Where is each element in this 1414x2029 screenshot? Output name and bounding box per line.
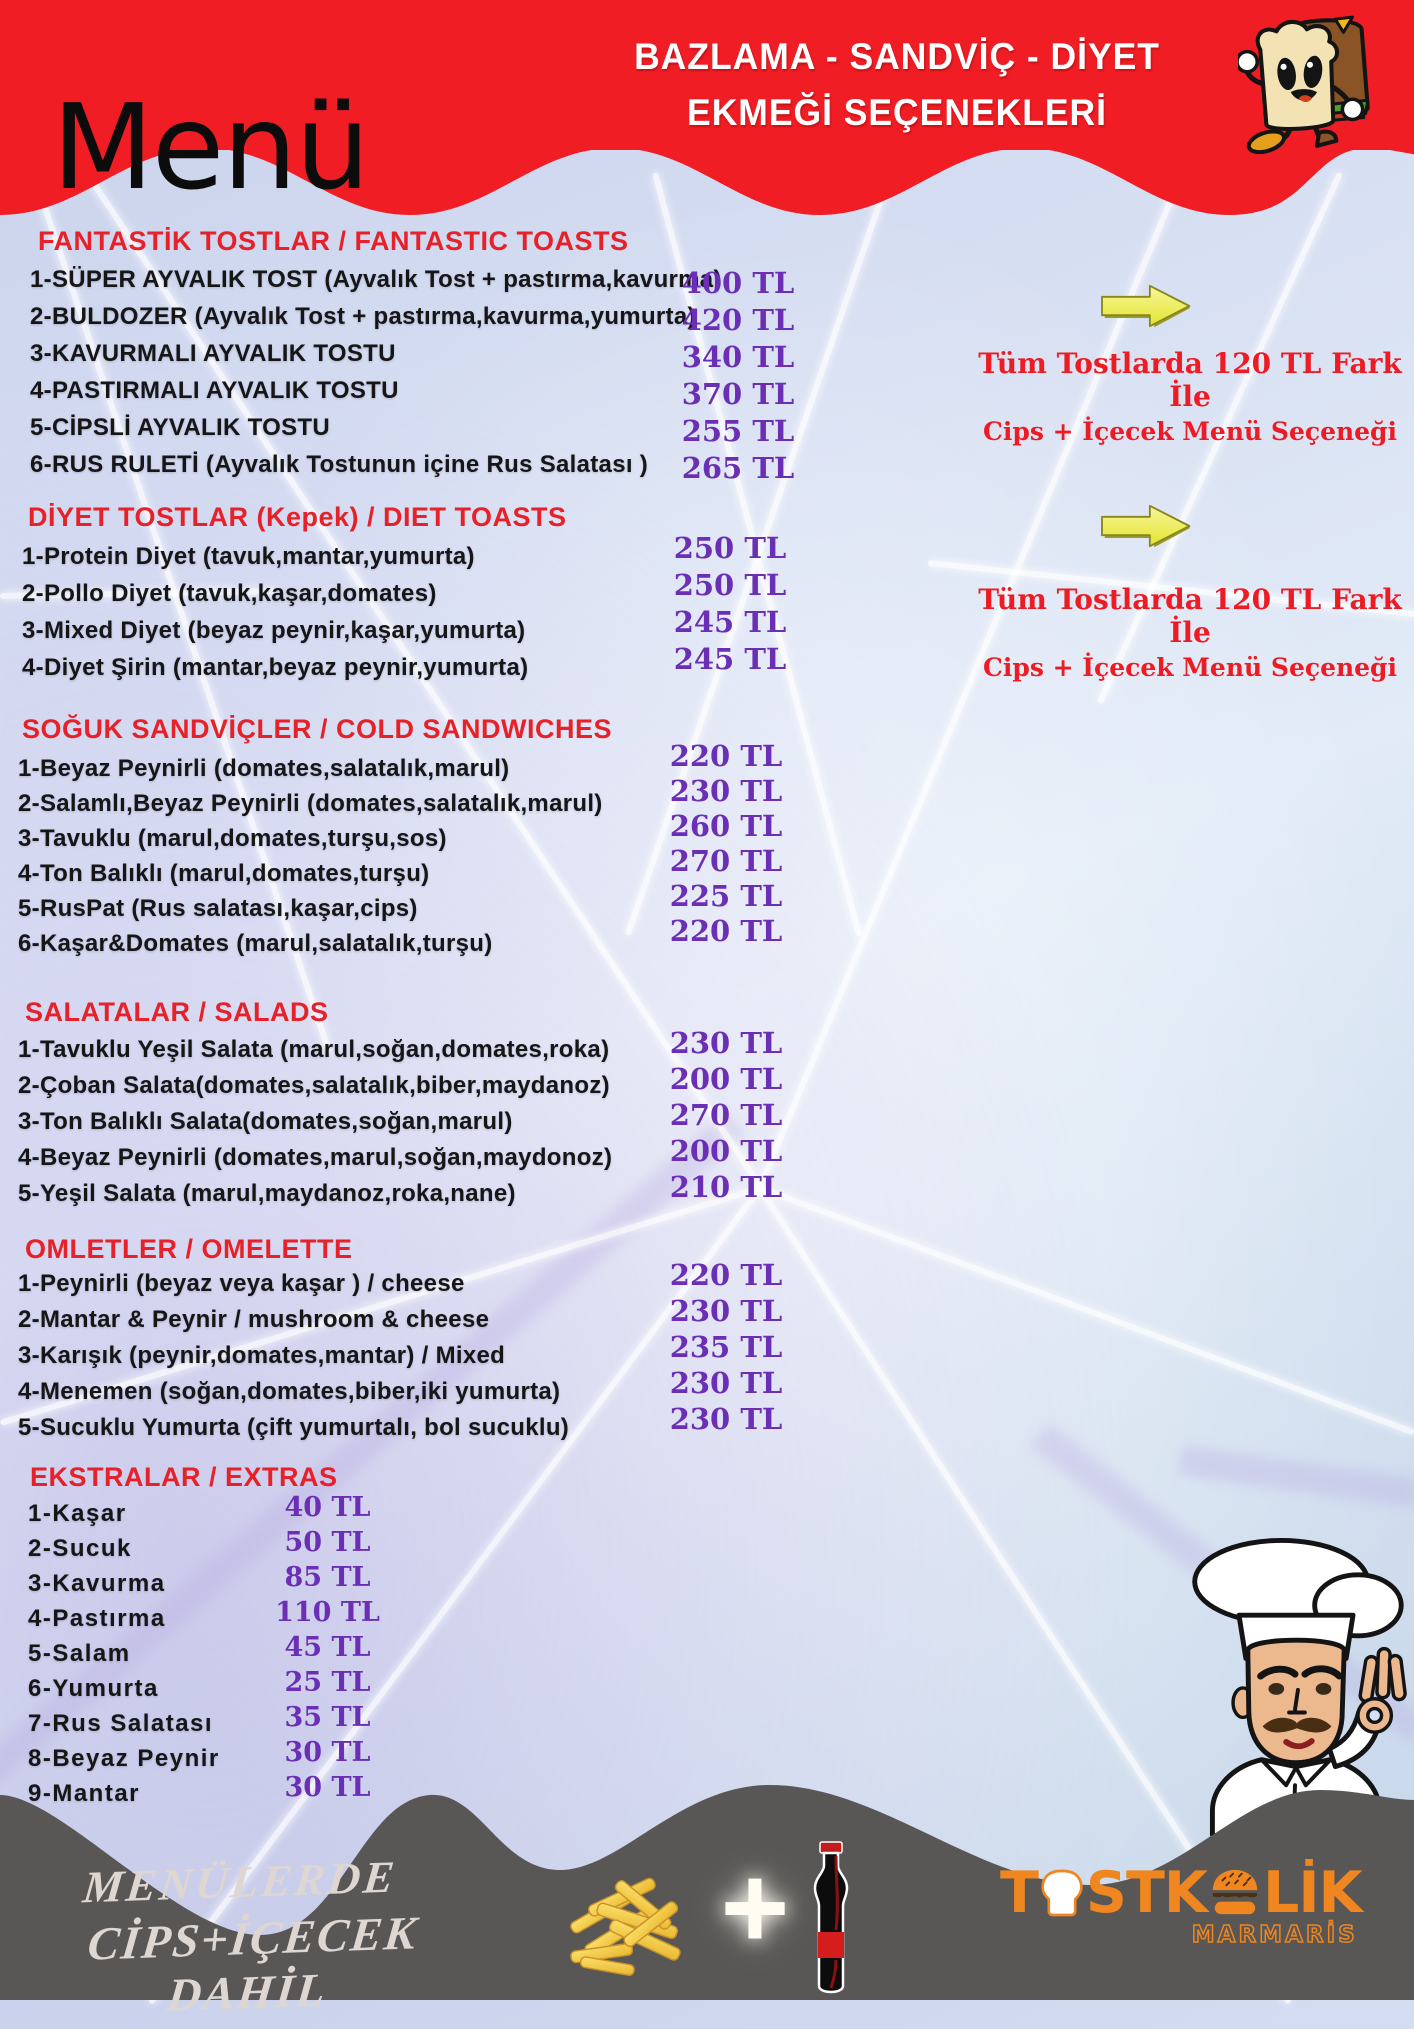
promo-note-toasts <box>955 283 1414 446</box>
menu-item-name: 4-Beyaz Peynirli (domates,marul,soğan,maydonoz) <box>18 1144 613 1171</box>
menu-item-name: 5-Salam <box>28 1640 131 1667</box>
section-title: SOĞUK SANDVİÇLER / COLD SANDWICHES <box>22 714 613 744</box>
menu-item-name: 5-RusPat (Rus salatası,kaşar,cips) <box>18 895 418 922</box>
menu-item-name: 3-Mixed Diyet (beyaz peynir,kaşar,yumurta) <box>22 617 526 644</box>
menu-item-name: 1-Kaşar <box>28 1500 127 1527</box>
menu-section-omelettes <box>0 1232 1414 1450</box>
menu-item-name: 4-PASTIRMALI AYVALIK TOSTU <box>30 377 399 404</box>
menu-item-name: 2-Salamlı,Beyaz Peynirli (domates,salatalık,marul) <box>18 790 603 817</box>
menu-item-name: 2-BULDOZER (Ayvalık Tost + pastırma,kavurma,yumurta) <box>30 303 696 330</box>
menu-item-price: 255 TL <box>681 414 795 448</box>
menu-item-price: 245 TL <box>673 605 787 639</box>
menu-item-name: 1-Tavuklu Yeşil Salata (marul,soğan,domates,roka) <box>18 1036 610 1063</box>
promo-line2: Cips + İçecek Menü Seçeneği <box>982 417 1398 446</box>
footer-note-line1: MENÜLERDE <box>80 1851 400 1913</box>
header-subtitle-line2: EKMEĞİ SEÇENEKLERİ <box>687 92 1107 133</box>
menu-section-cold-sandwiches <box>0 712 1414 965</box>
menu-item-price: 210 TL <box>669 1170 783 1204</box>
french-fries-icon <box>545 1876 693 1982</box>
menu-item-name: 3-Ton Balıklı Salata(domates,soğan,marul) <box>18 1108 513 1135</box>
menu-item-name: 7-Rus Salatası <box>28 1710 214 1737</box>
section-title: OMLETLER / OMELETTE <box>25 1234 353 1264</box>
menu-item-price: 35 TL <box>284 1702 371 1733</box>
menu-item-price: 245 TL <box>673 642 787 676</box>
page-title: Menü <box>52 78 368 217</box>
menu-item-name: 1-SÜPER AYVALIK TOST (Ayvalık Tost + pastırma,kavurma) <box>30 266 722 293</box>
menu-item-price: 110 TL <box>275 1597 380 1628</box>
menu-item-price: 30 TL <box>284 1737 371 1768</box>
section-title: EKSTRALAR / EXTRAS <box>30 1462 338 1492</box>
menu-item-row <box>18 914 1414 965</box>
menu-item-name: 3-Karışık (peynir,domates,mantar) / Mixed <box>18 1342 506 1369</box>
header-subtitle-line1: BAZLAMA - SANDVİÇ - DİYET <box>634 36 1160 77</box>
yellow-right-arrow-icon <box>1100 503 1196 549</box>
burger-icon <box>1209 1867 1261 1919</box>
menu-item-price: 220 TL <box>669 914 783 948</box>
section-title: SALATALAR / SALADS <box>25 997 329 1027</box>
menu-item-price: 40 TL <box>284 1492 371 1523</box>
menu-item-price: 230 TL <box>669 1294 783 1328</box>
menu-item-name: 5-Sucuklu Yumurta (çift yumurtalı, bol sucuklu) <box>18 1414 570 1441</box>
menu-item-price: 200 TL <box>669 1062 783 1096</box>
menu-item-price: 265 TL <box>681 451 795 485</box>
menu-item-price: 230 TL <box>669 1366 783 1400</box>
menu-item-price: 250 TL <box>673 568 787 602</box>
menu-item-price: 270 TL <box>669 1098 783 1132</box>
menu-item-name: 4-Ton Balıklı (marul,domates,turşu) <box>18 860 430 887</box>
menu-item-price: 220 TL <box>669 739 783 773</box>
menu-item-price: 25 TL <box>284 1667 371 1698</box>
section-title: DİYET TOSTLAR (Kepek) / DIET TOASTS <box>28 502 567 532</box>
header-subtitle <box>623 36 1170 134</box>
menu-item-name: 1-Peynirli (beyaz veya kaşar ) / cheese <box>18 1270 465 1297</box>
logo-letters-stk: STK <box>1085 1860 1207 1926</box>
menu-item-name: 9-Mantar <box>28 1780 141 1807</box>
menu-item-price: 220 TL <box>669 1258 783 1292</box>
menu-item-price: 50 TL <box>284 1527 371 1558</box>
menu-item-price: 400 TL <box>681 266 795 300</box>
menu-item-name: 5-Yeşil Salata (marul,maydanoz,roka,nane) <box>18 1180 516 1207</box>
menu-item-name: 3-Tavuklu (marul,domates,turşu,sos) <box>18 825 447 852</box>
promo-note-diet-toasts <box>955 503 1414 682</box>
menu-item-name: 6-Kaşar&Domates (marul,salatalık,turşu) <box>18 930 493 957</box>
menu-item-price: 230 TL <box>669 1402 783 1436</box>
menu-item-name: 3-KAVURMALI AYVALIK TOSTU <box>30 340 396 367</box>
cola-bottle-icon <box>803 1840 859 2000</box>
menu-section-salads <box>0 995 1414 1216</box>
menu-item-price: 45 TL <box>284 1632 371 1663</box>
menu-item-price: 235 TL <box>669 1330 783 1364</box>
promo-line2: Cips + İçecek Menü Seçeneği <box>982 653 1398 682</box>
yellow-right-arrow-icon <box>1100 283 1196 329</box>
menu-item-name: 1-Protein Diyet (tavuk,mantar,yumurta) <box>22 543 475 570</box>
menu-item-price: 225 TL <box>669 879 783 913</box>
menu-item-price: 230 TL <box>669 774 783 808</box>
menu-item-name: 2-Çoban Salata(domates,salatalık,biber,maydanoz) <box>18 1072 610 1099</box>
menu-item-price: 30 TL <box>284 1772 371 1803</box>
menu-item-row <box>30 451 1414 488</box>
menu-item-name: 2-Pollo Diyet (tavuk,kaşar,domates) <box>22 580 437 607</box>
menu-item-name: 4-Diyet Şirin (mantar,beyaz peynir,yumurta) <box>22 654 529 681</box>
plus-sign: + <box>720 1842 790 1974</box>
menu-item-name: 6-Yumurta <box>28 1675 159 1702</box>
footer-note-line2: CİPS+İÇECEK DAHİL <box>85 1907 421 2022</box>
promo-line1: Tüm Tostlarda 120 TL Fark İle <box>978 583 1402 649</box>
menu-item-price: 340 TL <box>681 340 795 374</box>
brand-logo-subtitle: MARMARİS <box>1191 1922 1358 1948</box>
menu-item-name: 5-CİPSLİ AYVALIK TOSTU <box>30 414 330 441</box>
menu-item-price: 85 TL <box>284 1562 371 1593</box>
menu-item-name: 4-Pastırma <box>28 1605 166 1632</box>
menu-item-price: 420 TL <box>681 303 795 337</box>
menu-item-name: 1-Beyaz Peynirli (domates,salatalık,marul) <box>18 755 510 782</box>
brand-logo <box>1000 1860 1362 1948</box>
menu-item-price: 370 TL <box>681 377 795 411</box>
menu-item-name: 6-RUS RULETİ (Ayvalık Tostunun içine Rus Salatası ) <box>30 451 649 478</box>
menu-item-name: 2-Mantar & Peynir / mushroom & cheese <box>18 1306 490 1333</box>
menu-item-row <box>18 1170 1414 1216</box>
menu-item-price: 270 TL <box>669 844 783 878</box>
logo-letters-lik: LİK <box>1263 1860 1362 1926</box>
walking-sandwich-mascot-icon <box>1238 10 1390 154</box>
brand-logo-wordmark <box>1000 1860 1362 1926</box>
menu-item-name: 4-Menemen (soğan,domates,biber,iki yumurta) <box>18 1378 561 1405</box>
menu-item-price: 200 TL <box>669 1134 783 1168</box>
menu-item-name: 3-Kavurma <box>28 1570 166 1597</box>
menu-item-row <box>18 1402 1414 1450</box>
promo-line1: Tüm Tostlarda 120 TL Fark İle <box>978 347 1402 413</box>
section-title: FANTASTİK TOSTLAR / FANTASTIC TOASTS <box>38 226 629 256</box>
logo-letter-t: T <box>1000 1860 1038 1926</box>
menu-item-price: 230 TL <box>669 1026 783 1060</box>
menu-item-name: 2-Sucuk <box>28 1535 132 1562</box>
menu-item-price: 250 TL <box>673 531 787 565</box>
menu-item-price: 260 TL <box>669 809 783 843</box>
menu-item-name: 8-Beyaz Peynir <box>28 1745 220 1772</box>
toast-bread-icon <box>1040 1866 1084 1920</box>
